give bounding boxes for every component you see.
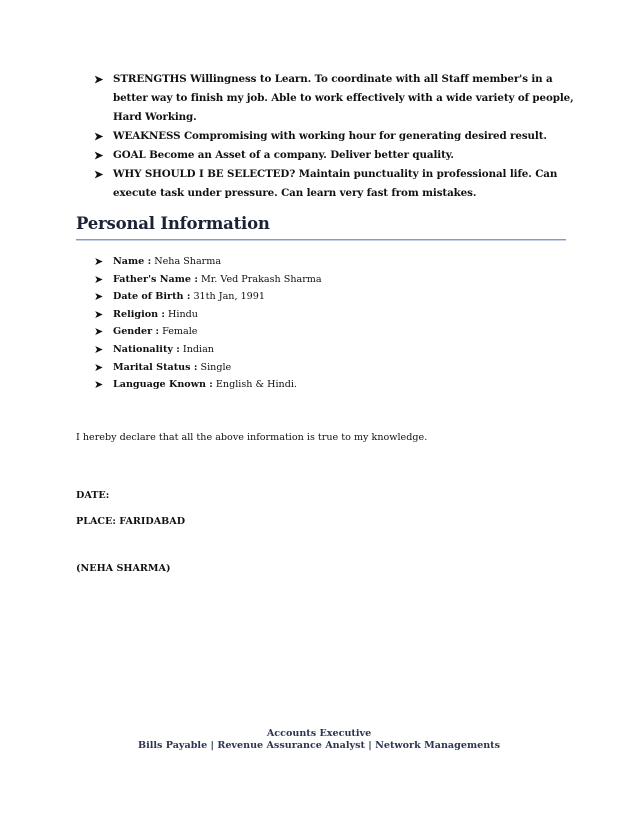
info-item-gender: ➤ Gender : Female xyxy=(94,323,580,341)
place-label: PLACE: FARIDABAD xyxy=(76,516,186,527)
info-item-language: ➤ Language Known : English & Hindi. xyxy=(94,376,580,394)
info-item-nationality: ➤ Nationality : Indian xyxy=(94,341,580,359)
arrow-bullet-icon: ➤ xyxy=(94,378,104,392)
arrow-bullet-icon: ➤ xyxy=(94,307,104,321)
section-divider xyxy=(76,239,566,241)
info-item-religion: ➤ Religion : Hindu xyxy=(94,306,580,324)
list-item: ➤ WEAKNESS Compromising with working hour for generating desired result. xyxy=(94,127,580,146)
info-item-father-name: ➤ Father's Name : Mr. Ved Prakash Sharma xyxy=(94,271,580,289)
personal-info-list xyxy=(94,253,580,394)
footer-subtitle: Bills Payable | Revenue Assurance Analyst | Network Managements xyxy=(137,740,501,751)
arrow-bullet-icon: ➤ xyxy=(94,73,104,86)
info-item-marital-status: ➤ Marital Status : Single xyxy=(94,359,580,377)
arrow-bullet-icon: ➤ xyxy=(94,255,104,268)
info-item-name: ➤ Name : Neha Sharma xyxy=(94,253,580,271)
arrow-bullet-icon: ➤ xyxy=(94,342,104,356)
arrow-bullet-icon: ➤ xyxy=(94,149,104,162)
arrow-bullet-icon: ➤ xyxy=(94,272,104,286)
date-label: DATE: xyxy=(76,490,110,501)
signature-name: (NEHA SHARMA) xyxy=(76,563,171,574)
list-item: ➤ WHY SHOULD I BE SELECTED? Maintain punctuality in professional life. Can execute task under pressure. Can learn very fast from mistakes. xyxy=(94,165,580,203)
declaration-text: I hereby declare that all the above information is true to my knowledge. xyxy=(76,432,428,443)
arrow-bullet-icon: ➤ xyxy=(94,290,104,304)
arrow-bullet-icon: ➤ xyxy=(94,130,104,143)
arrow-bullet-icon: ➤ xyxy=(94,360,104,374)
info-item-dob: ➤ Date of Birth : 31th Jan, 1991 xyxy=(94,288,580,306)
arrow-bullet-icon: ➤ xyxy=(94,325,104,339)
arrow-bullet-icon: ➤ xyxy=(94,168,104,181)
footer-title: Accounts Executive xyxy=(266,728,372,739)
section-title: Personal Information xyxy=(76,214,270,233)
list-item: ➤ STRENGTHS Willingness to Learn. To coordinate with all Staff member's in a better way to finish my job. Able to work effectively with a wide variety of people, Hard Working. xyxy=(94,70,580,127)
strengths-list xyxy=(94,70,580,203)
list-item: ➤ GOAL Become an Asset of a company. Deliver better quality. xyxy=(94,146,580,165)
